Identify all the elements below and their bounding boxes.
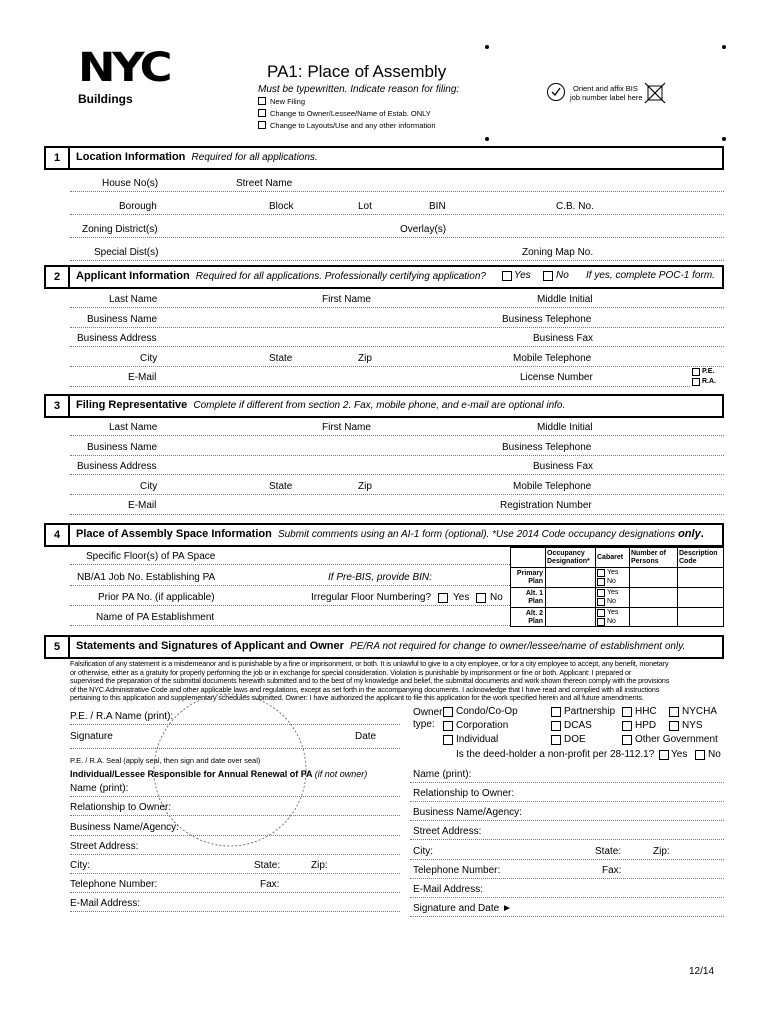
yes-label: Yes (514, 270, 531, 281)
owner-type-label: Owner (413, 707, 443, 718)
lessee-email-label: E-Mail Address: (70, 898, 141, 909)
business-fax-label: Business Fax (533, 333, 594, 344)
section-subtitle: Required for all applications. Professionally certifying application? (195, 271, 486, 282)
persons-header: Number of (631, 550, 666, 557)
owner-name-field[interactable] (410, 782, 724, 783)
lessee-city-field[interactable] (70, 873, 400, 874)
plan-label-2: Plan (528, 598, 543, 605)
lessee-state-label: State: (254, 860, 281, 871)
zoning-overlay-field[interactable] (70, 237, 724, 238)
state-label: State (269, 481, 293, 492)
plan-label-2: Plan (528, 618, 543, 625)
prior-pa-field[interactable] (70, 605, 510, 606)
section-title: Applicant Information (76, 270, 190, 282)
section-title: Filing Representative (76, 399, 188, 411)
registration-mark (722, 137, 726, 141)
date-label: Date (355, 731, 377, 742)
business-name-label: Business Name (87, 314, 158, 325)
no-label: No (607, 618, 616, 625)
overlay-label: Overlay(s) (400, 224, 447, 235)
section-number: 3 (46, 396, 70, 416)
reason-label: Change to Owner/Lessee/Name of Estab. ONLY (270, 109, 431, 118)
email-label: E-Mail (128, 372, 157, 383)
pe-label: P.E. (702, 368, 715, 375)
owner-type-option: Partnership (564, 706, 616, 717)
lot-label: Lot (358, 201, 372, 212)
owner-telephone-label: Telephone Number: (413, 865, 501, 876)
owner-type-option: DCAS (564, 720, 592, 731)
section-3-header (44, 394, 724, 418)
owner-type-option: NYS (682, 720, 703, 731)
lessee-zip-label: Zip: (311, 860, 328, 871)
plan-label: Alt. 1 (525, 590, 543, 597)
lessee-business-label: Business Name/Agency: (70, 822, 179, 833)
occupancy-header: Occupancy (547, 550, 585, 557)
plan-label-2: Plan (528, 578, 543, 585)
lessee-street-label: Street Address: (70, 841, 139, 852)
yes-label: Yes (671, 749, 688, 760)
rep-email-field[interactable] (70, 514, 724, 515)
ra-label: R.A. (702, 378, 716, 385)
description-header-2: Code (679, 558, 697, 565)
section-1-header (44, 146, 724, 170)
occupancy-table (510, 547, 724, 627)
section-title: Location Information (76, 151, 186, 163)
special-zonemap-field[interactable] (70, 260, 724, 261)
no-label: No (556, 270, 569, 281)
lessee-fax-label: Fax: (260, 879, 280, 890)
yes-label: Yes (607, 589, 619, 596)
no-label: No (607, 598, 616, 605)
owner-business-label: Business Name/Agency: (413, 807, 522, 818)
business-fax-label: Business Fax (533, 461, 594, 472)
cabaret-yes-checkbox[interactable] (597, 569, 605, 577)
name-field[interactable] (70, 307, 724, 308)
rep-city-field[interactable] (70, 494, 724, 495)
nonprofit-no-checkbox[interactable] (695, 750, 705, 760)
owner-type-option: Condo/Co-Op (456, 706, 518, 717)
dept-name: Buildings (78, 92, 133, 106)
irregular-yes-checkbox[interactable] (438, 593, 448, 603)
registration-number-label: Registration Number (500, 500, 592, 511)
seal-note: P.E. / R.A. Seal (apply seal, then sign and date over seal) (70, 756, 261, 765)
owner-partnership-checkbox[interactable] (551, 707, 561, 717)
owner-signature-label: Signature and Date ► (413, 903, 512, 914)
section-subtitle: PE/RA not required for change to owner/lessee/name of establishment only. (350, 641, 686, 652)
floors-field[interactable] (70, 564, 510, 565)
no-label: No (490, 592, 503, 603)
rep-name-field[interactable] (70, 435, 724, 436)
description-header: Description (679, 550, 718, 557)
owner-type-option: Corporation (456, 720, 509, 731)
irregular-no-checkbox[interactable] (476, 593, 486, 603)
plan-label: Primary (516, 570, 543, 577)
section-title: Place of Assembly Space Information (76, 528, 272, 540)
owner-relationship-field[interactable] (410, 801, 724, 802)
floors-label: Specific Floor(s) of PA Space (86, 551, 216, 562)
section-number: 5 (46, 637, 70, 657)
poc1-note: If yes, complete POC-1 form. (586, 270, 715, 281)
lessee-relationship-label: Relationship to Owner: (70, 802, 172, 813)
owner-nycha-checkbox[interactable] (669, 707, 679, 717)
middle-initial-label: Middle Initial (537, 294, 593, 305)
pe-name-label: P.E. / R.A Name (print): (70, 711, 174, 722)
prof-cert-yes-checkbox[interactable] (502, 271, 512, 281)
persons-header-2: Persons (631, 558, 659, 565)
prebis-bin-label: If Pre-BIS, provide BIN: (328, 572, 432, 583)
lessee-name-label: Name (print): (70, 783, 129, 794)
owner-hpd-checkbox[interactable] (622, 721, 632, 731)
first-name-label: First Name (322, 294, 371, 305)
borough-block-lot-field[interactable] (70, 214, 724, 215)
statement-line: pertaining to this application and supplementary schedules submitted. Owner: I have authorized the applicant to file this application for the work specified herein and all future amendments. (70, 694, 644, 703)
house-no-label: House No(s) (102, 178, 159, 189)
owner-nys-checkbox[interactable] (669, 721, 679, 731)
business-address-label: Business Address (77, 333, 157, 344)
owner-type-label-2: type: (413, 719, 435, 730)
lessee-name-field[interactable] (70, 796, 400, 797)
statement-line: or otherwise, either as a gratuity for properly performing the job or in exchange for special consideration. Violation is punishable by imprisonment or fine or both. Applicant: I prepared or (70, 668, 632, 677)
owner-condo-checkbox[interactable] (443, 707, 453, 717)
business-address-label: Business Address (77, 461, 157, 472)
owner-business-field[interactable] (410, 820, 724, 821)
statement-line: of the NYC Administrative Code and other applicable laws and regulations, except as set forth in the accompanying documents. I acknowledge that I have read and complied with all instructions (70, 685, 660, 694)
registration-mark (485, 137, 489, 141)
occupancy-header-2: Designation* (547, 558, 590, 565)
signature-field[interactable] (70, 748, 400, 749)
bin-label: BIN (429, 201, 446, 212)
owner-type-option: DOE (564, 734, 586, 745)
owner-dcas-checkbox[interactable] (551, 721, 561, 731)
owner-doe-checkbox[interactable] (551, 735, 561, 745)
nb-job-field[interactable] (70, 585, 510, 586)
irregular-floor-label: Irregular Floor Numbering? (311, 592, 432, 603)
business-telephone-label: Business Telephone (502, 314, 592, 325)
lessee-relationship-field[interactable] (70, 815, 400, 816)
email-license-field[interactable] (70, 386, 690, 387)
nonprofit-question: Is the deed-holder a non-profit per 28-112.1? (456, 749, 655, 760)
reason-new-filing-checkbox[interactable] (258, 97, 266, 105)
must-be-typewritten: Must be typewritten. Indicate reason for filing: (258, 84, 460, 95)
reason-label: Change to Layouts/Use and any other information (270, 121, 436, 130)
owner-hhc-checkbox[interactable] (622, 707, 632, 717)
city-label: City (140, 481, 158, 492)
last-name-label: Last Name (109, 422, 158, 433)
section-4-header: 4 Place of Assembly Space Information Submit comments using an AI-1 form (optional). *Use 2014 Code occupancy designations only. (44, 523, 724, 547)
mobile-telephone-label: Mobile Telephone (513, 481, 592, 492)
zip-label: Zip (358, 481, 372, 492)
owner-street-field[interactable] (410, 839, 724, 840)
form-version: 12/14 (689, 966, 715, 977)
statement-line: Falsification of any statement is a misdemeanor and is punishable by a fine or imprisonment, or both. It is unlawful to give to a city employee, or for a city employee to accept, any benefit, monetary (70, 660, 669, 668)
business-address-field[interactable] (70, 346, 724, 347)
rep-business-address-field[interactable] (70, 474, 724, 475)
yes-label: Yes (453, 592, 470, 603)
renewal-heading (70, 768, 367, 780)
house-street-field[interactable] (70, 191, 724, 192)
lessee-business-field[interactable] (70, 835, 400, 836)
owner-type-option: HHC (635, 706, 657, 717)
cabaret-yes-checkbox[interactable] (597, 589, 605, 597)
no-label: No (607, 578, 616, 585)
business-name-field[interactable] (70, 327, 724, 328)
cabaret-yes-checkbox[interactable] (597, 609, 605, 617)
owner-fax-label: Fax: (602, 865, 622, 876)
section-number: 4 (46, 525, 70, 545)
prior-pa-label: Prior PA No. (if applicable) (98, 592, 215, 603)
lessee-email-field[interactable] (70, 911, 400, 912)
owner-type-option: NYCHA (682, 706, 718, 717)
owner-email-label: E-Mail Address: (413, 884, 484, 895)
owner-type-option: Individual (456, 734, 499, 745)
owner-name-label: Name (print): (413, 769, 472, 780)
owner-street-label: Street Address: (413, 826, 482, 837)
business-telephone-label: Business Telephone (502, 442, 592, 453)
bis-label-line1: Orient and affix BIS (573, 84, 638, 93)
section-subtitle: Complete if different from section 2. Fax, mobile phone, and e-mail are optional info. (193, 400, 566, 411)
renewal-title: Individual/Lessee Responsible for Annual Renewal of PA (70, 769, 313, 779)
lessee-street-field[interactable] (70, 854, 400, 855)
borough-label: Borough (119, 201, 157, 212)
state-label: State (269, 353, 293, 364)
street-name-label: Street Name (236, 178, 293, 189)
lessee-telephone-label: Telephone Number: (70, 879, 158, 890)
nyc-logo: NYC (78, 45, 170, 91)
zoning-district-label: Zoning District(s) (82, 224, 158, 235)
section-number: 2 (46, 267, 70, 287)
owner-individual-checkbox[interactable] (443, 735, 453, 745)
pe-checkbox[interactable] (692, 368, 700, 376)
nb-job-label: NB/A1 Job No. Establishing PA (77, 572, 216, 583)
no-label: No (708, 749, 721, 760)
owner-other-gov-checkbox[interactable] (622, 735, 632, 745)
owner-relationship-label: Relationship to Owner: (413, 788, 515, 799)
middle-initial-label: Middle Initial (537, 422, 593, 433)
lessee-telephone-field[interactable] (70, 892, 400, 893)
ra-checkbox[interactable] (692, 378, 700, 386)
zoning-map-label: Zoning Map No. (522, 247, 594, 258)
cb-no-label: C.B. No. (556, 201, 594, 212)
section-5-header (44, 635, 724, 659)
statement-line: supervised the preparation of the submittal documents herewith submitted and to the best of my knowledge and belief, the submittal documents and work shown thereon comply with the provisions (70, 677, 670, 686)
cabaret-no-checkbox[interactable] (597, 598, 605, 606)
registration-mark (485, 45, 489, 49)
owner-type-option: HPD (635, 720, 657, 731)
reason-change-layouts-checkbox[interactable] (258, 121, 266, 129)
first-name-label: First Name (322, 422, 371, 433)
cabaret-no-checkbox[interactable] (597, 578, 605, 586)
rep-business-name-field[interactable] (70, 455, 724, 456)
section-subtitle: Required for all applications. (191, 152, 318, 163)
section-subtitle: Submit comments using an AI-1 form (optional). *Use 2014 Code occupancy designations (277, 529, 676, 540)
owner-telephone-field[interactable] (410, 878, 724, 879)
nonprofit-yes-checkbox[interactable] (659, 750, 669, 760)
owner-signature-field[interactable] (410, 916, 724, 917)
establishment-name-label: Name of PA Establishment (96, 612, 215, 623)
cabaret-no-checkbox[interactable] (597, 618, 605, 626)
if-not-owner: (if not owner) (314, 769, 368, 779)
prof-cert-no-checkbox[interactable] (543, 271, 553, 281)
owner-city-field[interactable] (410, 859, 724, 860)
pe-name-field[interactable] (70, 724, 400, 725)
owner-state-label: State: (595, 846, 622, 857)
owner-corporation-checkbox[interactable] (443, 721, 453, 731)
license-number-label: License Number (520, 372, 593, 383)
yes-label: Yes (607, 609, 619, 616)
email-label: E-Mail (128, 500, 157, 511)
yes-label: Yes (607, 569, 619, 576)
owner-type-option: Other Government (635, 734, 718, 745)
only-emphasis: only (678, 528, 701, 540)
owner-city-label: City: (413, 846, 433, 857)
last-name-label: Last Name (109, 294, 158, 305)
owner-zip-label: Zip: (653, 846, 670, 857)
section-title: Statements and Signatures of Applicant and Owner (76, 640, 344, 652)
reason-label: New Filing (270, 97, 306, 106)
cabaret-header: Cabaret (597, 554, 624, 561)
block-label: Block (269, 201, 294, 212)
signature-label: Signature (70, 731, 113, 742)
reason-change-owner-checkbox[interactable] (258, 109, 266, 117)
form-title: PA1: Place of Assembly (267, 62, 447, 81)
lessee-city-label: City: (70, 860, 90, 871)
no-stamp-icon (644, 82, 666, 104)
owner-email-field[interactable] (410, 897, 724, 898)
registration-mark (722, 45, 726, 49)
establishment-name-field[interactable] (70, 625, 510, 626)
city-label: City (140, 353, 158, 364)
section-number: 1 (46, 148, 70, 168)
plan-label: Alt. 2 (525, 610, 543, 617)
special-dist-label: Special Dist(s) (94, 247, 159, 258)
city-state-field[interactable] (70, 366, 724, 367)
mobile-telephone-label: Mobile Telephone (513, 353, 592, 364)
business-name-label: Business Name (87, 442, 158, 453)
zip-label: Zip (358, 353, 372, 364)
check-circle-icon (546, 82, 566, 102)
bis-label-line2: job number label here (570, 93, 643, 102)
